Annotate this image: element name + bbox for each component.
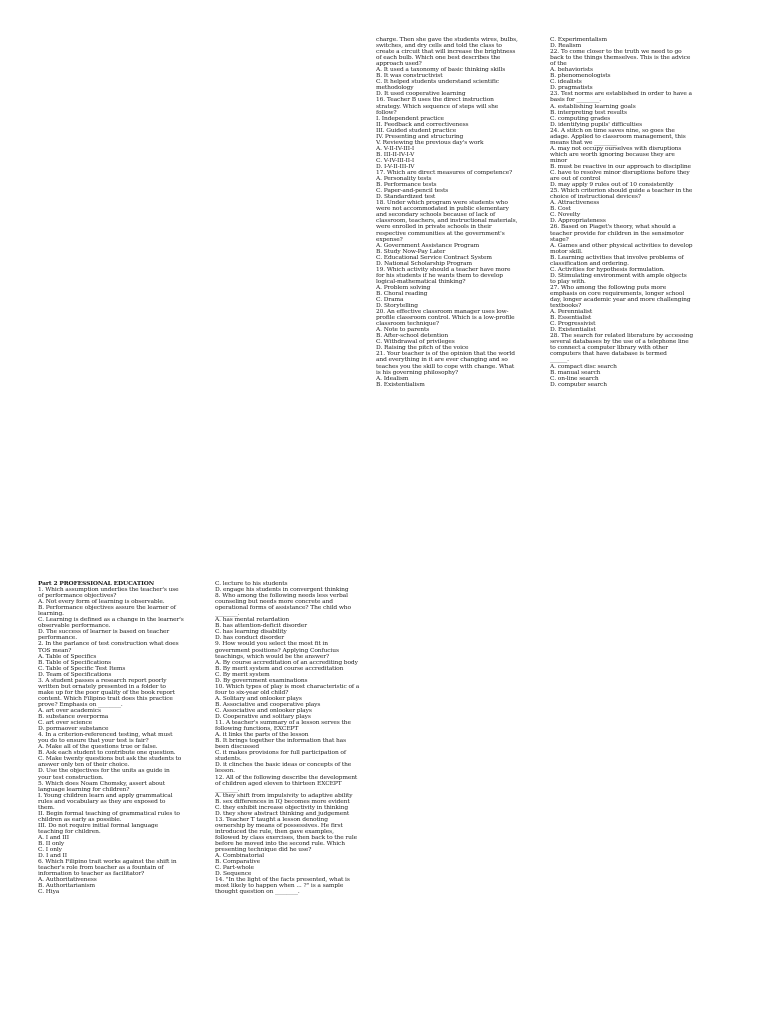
text-line: of the	[550, 61, 567, 68]
text-line: were enrolled in private schools in their	[376, 224, 492, 231]
text-line: 17. Which are direct measures of competence?	[376, 170, 513, 177]
text-line: A. Games and other physical activities to develop	[550, 242, 693, 249]
text-line: A. may not occupy ourselves with disruptions	[550, 145, 682, 152]
text-line: C. computing grades	[550, 115, 611, 122]
text-line: D. computer search	[550, 381, 607, 388]
text-line: 1. Which assumption underlies the teacher's use	[38, 587, 179, 594]
text-line: day, longer academic year and more challenging	[550, 297, 691, 304]
text-line: ______.	[550, 357, 569, 364]
text-line: computers that have database is termed	[550, 351, 667, 358]
text-line: stage?	[550, 236, 569, 243]
text-line: A. behaviorists	[550, 67, 593, 74]
text-line: A. Problem solving	[376, 284, 431, 291]
text-line: B. III-II-IV-I-V	[376, 151, 415, 158]
text-line: you do to ensure that your test is fair?	[38, 738, 149, 745]
text-line: A. Personality tests	[376, 176, 432, 183]
text-line: D. Standardized test	[376, 194, 436, 201]
text-line: classroom technique?	[376, 321, 439, 328]
text-line: C. art over science	[38, 720, 93, 727]
text-line: content. Which Filipino trait does this practice	[38, 695, 173, 702]
text-line: II. Feedback and correctiveness	[376, 121, 469, 128]
text-line: B. Study Now-Pay Later	[376, 248, 446, 255]
text-line: D. they show abstract thinking and judgement	[215, 810, 350, 817]
text-line: to connect a computer library with other	[550, 345, 669, 352]
text-line: D. Team of Specifications	[38, 671, 112, 678]
text-line: D. may apply 9 rules out of 10 consistently	[550, 182, 674, 189]
text-line: counseling but needs more concrete and	[215, 599, 333, 606]
text-line: B. Table of Specifications	[38, 659, 112, 666]
text-line: observable performance.	[38, 623, 111, 630]
text-line: D. engage his students in convergent thinking	[215, 587, 349, 594]
text-line: 4. In a criterion-referenced testing, what must	[38, 732, 173, 739]
text-line: C. Withdrawal of privileges	[376, 339, 455, 346]
text-line: C. Experimentalism	[550, 37, 607, 43]
text-line: learning.	[38, 611, 64, 618]
page-column-4	[215, 581, 380, 895]
text-line: ________.	[215, 786, 240, 793]
text-line: 16. Teacher B uses the direct instruction	[376, 97, 494, 104]
text-line: A. compact disc search	[550, 363, 617, 370]
text-line: 11. A teacher's summary of a lesson serves the	[215, 720, 351, 727]
text-line: D. Sequence	[215, 871, 252, 878]
text-line: B. manual search	[550, 369, 601, 376]
text-line: C. Educational Service Contract System	[376, 254, 492, 261]
text-line: C. Progressivist	[550, 321, 596, 328]
text-line: C. Associative and onlooker plays	[215, 707, 312, 714]
text-line: teaching for children.	[38, 828, 101, 835]
text-line: B. II only	[38, 841, 65, 848]
page-column-3	[38, 581, 200, 895]
text-line: teacher provide for children in the sensimotor	[550, 230, 684, 237]
text-line: A. Note to parents	[376, 327, 430, 334]
text-line: several databases by the use of a telephone line	[550, 339, 689, 346]
text-line: minor	[550, 157, 568, 164]
text-line: of performance objectives?	[38, 593, 117, 600]
text-line: A. Authoritativeness	[38, 877, 97, 884]
text-line: 20. An effective classroom manager uses low-	[376, 309, 509, 316]
text-line: A. it links the parts of the lesson	[215, 732, 309, 739]
text-line: B. Comparative	[215, 859, 260, 866]
text-line: A. art over academics	[38, 707, 101, 714]
text-line: were not accommodated in public elementary	[376, 206, 509, 213]
page-column-2	[550, 37, 715, 388]
text-line: 28. The search for related literature by accessing	[550, 333, 694, 340]
text-line: B. Performance tests	[376, 182, 437, 189]
text-line: C. they exhibit increase objectivity in thinking	[215, 804, 349, 811]
text-line: create a circuit that will increase the brightness	[376, 49, 516, 56]
text-line: B. Learning activities that involve problems of	[550, 254, 684, 261]
text-line: teaches you the skill to cope with change. What	[376, 363, 515, 370]
text-line: 3. A student passes a research report poorly	[38, 677, 167, 684]
text-line: classroom, teachers, and instructional materials,	[376, 218, 518, 225]
text-line: C. lecture to his students	[215, 581, 288, 587]
text-line: 25. Which criterion should guide a teacher in the	[550, 188, 693, 195]
text-line: textbooks?	[550, 303, 582, 310]
text-line: and everything in it are ever changing and so	[376, 357, 508, 364]
text-line: A. V-II-IV-III-I	[376, 145, 415, 152]
text-line: IV. Presenting and structuring	[376, 133, 464, 140]
text-line: rules and vocabulary as they are exposed to	[38, 798, 166, 805]
text-line: operational forms of assistance? The child who	[215, 605, 351, 612]
text-line: logical-mathematical thinking?	[376, 278, 466, 285]
text-line: B. interpreting test results	[550, 109, 627, 116]
text-line: written but ornately presented in a folder to	[38, 683, 166, 690]
text-line: C. V-IV-III-II-I	[376, 157, 415, 164]
text-line: TOS mean?	[38, 647, 72, 654]
text-line: C. It helped students understand scientific	[376, 79, 499, 86]
text-line: 6. Which Filipino trait works against the shift in	[38, 859, 177, 866]
text-line: A. Attractiveness	[550, 200, 600, 207]
text-line: ownership by means of possessives. He first	[215, 822, 343, 829]
text-line: B. Performance objectives assure the learner of	[38, 605, 176, 612]
text-line: B. Essentialist	[550, 315, 592, 322]
text-line: A. has mental retardation	[215, 617, 290, 624]
text-line: A. Perennialist	[550, 309, 593, 316]
text-line: D. Use the objectives for the units as guide in	[38, 768, 170, 775]
page-column-1	[376, 37, 541, 388]
text-line: C. I only	[38, 847, 62, 854]
text-line: A. I and III	[38, 834, 69, 841]
text-line: A. they shift from impulsivity to adaptive ability	[215, 792, 353, 799]
text-line: ________.	[215, 611, 240, 618]
text-line: 21. Your teacher is of the opinion that the world	[376, 351, 515, 358]
text-line: B. It brings together the information that has	[215, 738, 347, 745]
text-line: emphasis on core requirements, longer school	[550, 290, 685, 297]
text-line: C. on-line search	[550, 375, 599, 382]
text-line: prove? Emphasis on ________.	[38, 701, 123, 708]
text-line: teacher's role from teacher as a fountain of	[38, 865, 164, 872]
text-line: C. Hiya	[38, 889, 60, 896]
text-line: V. Reviewing the previous day's work	[376, 139, 484, 146]
text-line: 14. "In the light of the facts presented, what is	[215, 877, 350, 884]
text-line: 26. Based on Piaget's theory, what should a	[550, 224, 676, 231]
text-line: D. has conduct disorder	[215, 635, 285, 642]
text-line: students.	[215, 756, 242, 763]
text-line: D. National Scholarship Program	[376, 260, 472, 267]
text-line: C. Novelty	[550, 212, 581, 219]
text-line: 23. Test norms are established in order to have a	[550, 91, 692, 98]
text-line: 8. Who among the following needs less verbal	[215, 593, 348, 600]
text-line: methodology	[376, 85, 414, 92]
text-line: Part 2 PROFESSIONAL EDUCATION	[38, 581, 155, 587]
text-line: A. Table of Specifics	[38, 653, 97, 660]
text-line: lesson.	[215, 768, 235, 775]
text-line: basis for ________.	[550, 97, 602, 104]
text-line: III. Guided student practice	[376, 127, 457, 134]
text-line: follow?	[376, 109, 397, 116]
text-line: C. Make twenty questions but ask the students to	[38, 756, 182, 763]
text-line: 5. Which does Noam Chomsky, assert about	[38, 780, 165, 787]
text-line: which are worth ignoring because they are	[550, 151, 675, 158]
text-line: back to the things themselves. This is the advice	[550, 55, 691, 62]
text-line: B. Ask each student to contribute one question.	[38, 750, 176, 757]
text-line: expense?	[376, 236, 403, 243]
text-line: charge. Then she gave the students wires, bulbs,	[376, 37, 518, 43]
text-line: D. pragmatists	[550, 85, 593, 92]
text-line: strategy. Which sequence of steps will she	[376, 103, 499, 110]
text-line: D. Raising the pitch of the voice	[376, 345, 469, 352]
text-line: B. It was constructivist	[376, 73, 443, 80]
text-line: information to teacher as facilitator?	[38, 871, 145, 878]
text-line: approach used?	[376, 61, 422, 68]
text-line: 12. All of the following describe the development	[215, 774, 358, 781]
text-line: D. I-V-II-III-IV	[376, 163, 415, 170]
text-line: A. establishing learning goals	[550, 103, 636, 110]
text-line: C. By merit system	[215, 671, 270, 678]
text-line: C. idealists	[550, 79, 582, 86]
text-line: switches, and dry cells and told the class to	[376, 43, 502, 50]
text-line: II. Begin formal teaching of grammatical rules to	[38, 810, 180, 817]
text-line: 22. To come closer to the truth we need to go	[550, 49, 682, 56]
text-line: C. Part-whole	[215, 865, 254, 872]
text-line: B. sex differences in IQ becomes more evident	[215, 798, 350, 805]
text-line: A. Combinatorial	[215, 853, 265, 860]
text-line: four to six-year old child?	[215, 689, 289, 696]
text-line: them.	[38, 804, 55, 811]
text-line: A. It used a taxonomy of basic thinking skills	[376, 67, 506, 74]
text-line: A. Make all of the questions true or false.	[38, 744, 158, 751]
text-line: of children aged eleven to thirteen EXCEPT	[215, 780, 342, 787]
text-line: and secondary schools because of lack of	[376, 212, 496, 219]
text-line: respective communities at the government's	[376, 230, 505, 237]
text-line: D. Storytelling	[376, 303, 418, 310]
text-line: to play with.	[550, 278, 586, 285]
text-line: teachings, which would be the answer?	[215, 653, 330, 660]
text-line: been discussed	[215, 744, 260, 751]
text-line: adage. Applied to classroom management, this	[550, 133, 686, 140]
text-line: C. Learning is defined as a change in the learner's	[38, 617, 184, 624]
text-line: performance.	[38, 635, 77, 642]
text-line: classification and ordering.	[550, 260, 629, 267]
text-line: choice of instructional devices?	[550, 194, 641, 201]
text-line: D. I and II	[38, 853, 67, 860]
text-line: D. Appropriateness	[550, 218, 606, 225]
text-line: 24. A stitch on time saves nine, so goes the	[550, 127, 675, 134]
text-line: D. pormaover substance	[38, 726, 109, 733]
text-line: D. Cooperative and solitary plays	[215, 714, 311, 721]
text-line: answer only ten of their choice.	[38, 762, 130, 769]
text-line: D. The success of learner is based on teacher	[38, 629, 170, 636]
text-line: B. substance overporma	[38, 714, 109, 721]
text-line: 13. Teacher T taught a lesson denoting	[215, 816, 328, 823]
text-line: thought question on ________.	[215, 889, 300, 896]
text-line: of each bulb. Which one best describes the	[376, 55, 501, 62]
text-line: D. Existentialist	[550, 327, 596, 334]
text-line: A. By course accreditation of an accrediting body	[215, 659, 358, 666]
text-line: following functions, EXCEPT	[215, 726, 299, 733]
text-line: profile classroom control. Which is a low-profile	[376, 315, 515, 322]
text-line: B. Associative and cooperative plays	[215, 701, 321, 708]
text-line: B. Choral reading	[376, 290, 428, 297]
text-line: 27. Who among the following puts more	[550, 284, 667, 291]
text-line: for his students if he wants them to develop	[376, 272, 503, 279]
text-line: D. It used cooperative learning	[376, 91, 466, 98]
text-line: C. Table of Specific Test Items	[38, 665, 126, 672]
text-line: your test construction.	[38, 774, 104, 781]
text-line: means that we ________	[550, 139, 617, 146]
text-line: B. must be reactive in our approach to discipline	[550, 163, 691, 170]
text-line: C. Drama	[376, 297, 404, 304]
text-line: C. has learning disability	[215, 629, 287, 636]
text-line: followed by class exercises, then back to the rule	[215, 834, 357, 841]
text-line: D. identifying pupils' difficulties	[550, 121, 643, 128]
text-line: are out of control	[550, 176, 601, 183]
text-line: B. Existentialism	[376, 381, 425, 388]
text-line: B. By merit system and course accreditation	[215, 665, 344, 672]
text-line: D. it clinches the basic ideas or concepts of the	[215, 762, 352, 769]
text-line: D. By government examinations	[215, 677, 308, 684]
text-line: introduced the rule, then gave examples,	[215, 828, 334, 835]
text-line: C. it makes provisions for full participation of	[215, 750, 346, 757]
text-line: C. have to resolve minor disruptions before they	[550, 170, 690, 177]
text-line: motor skill.	[550, 248, 583, 255]
text-line: government positions? Applying Confucius	[215, 647, 339, 654]
text-line: B. has attention-deficit disorder	[215, 623, 307, 630]
text-line: I. Independent practice	[376, 115, 444, 122]
text-line: B. phenomenologists	[550, 73, 611, 80]
text-line: 9. How would you select the most fit in	[215, 641, 328, 648]
text-line: language learning for children?	[38, 786, 130, 793]
text-line: D. Stimulating environment with ample objects	[550, 272, 687, 279]
text-line: most likely to happen when ... ?" is a sample	[215, 883, 344, 890]
text-line: B. After-school detention	[376, 333, 449, 340]
text-line: III. Do not require initial formal language	[38, 822, 159, 829]
text-line: D. Realism	[550, 43, 582, 50]
text-line: is his governing philosophy?	[376, 369, 459, 376]
text-line: 10. Which types of play is most characteristic of a	[215, 683, 360, 690]
text-line: children as early as possible.	[38, 816, 122, 823]
text-line: C. Paper-and-pencil tests	[376, 188, 449, 195]
text-line: presenting technique did he use?	[215, 847, 312, 854]
text-line: before he moved into the second rule. Which	[215, 841, 345, 848]
text-line: B. Cost	[550, 206, 571, 213]
text-line: 18. Under which program were students who	[376, 200, 508, 207]
text-line: A. Idealism	[376, 375, 409, 382]
text-line: A. Government Assistance Program	[376, 242, 480, 249]
text-line: C. Activities for hypothesis formulation.	[550, 266, 665, 273]
text-line: A. Not every form of learning is observable.	[38, 599, 165, 606]
text-line: 19. Which activity should a teacher have more	[376, 266, 511, 273]
text-line: 2. In the parlance of test construction what does	[38, 641, 179, 648]
text-line: A. Solitary and onlooker plays	[215, 695, 302, 702]
text-line: I. Young children learn and apply grammatical	[38, 792, 173, 799]
text-line: make up for the poor quality of the book report	[38, 689, 175, 696]
text-line: B. Authoritarianism	[38, 883, 96, 890]
